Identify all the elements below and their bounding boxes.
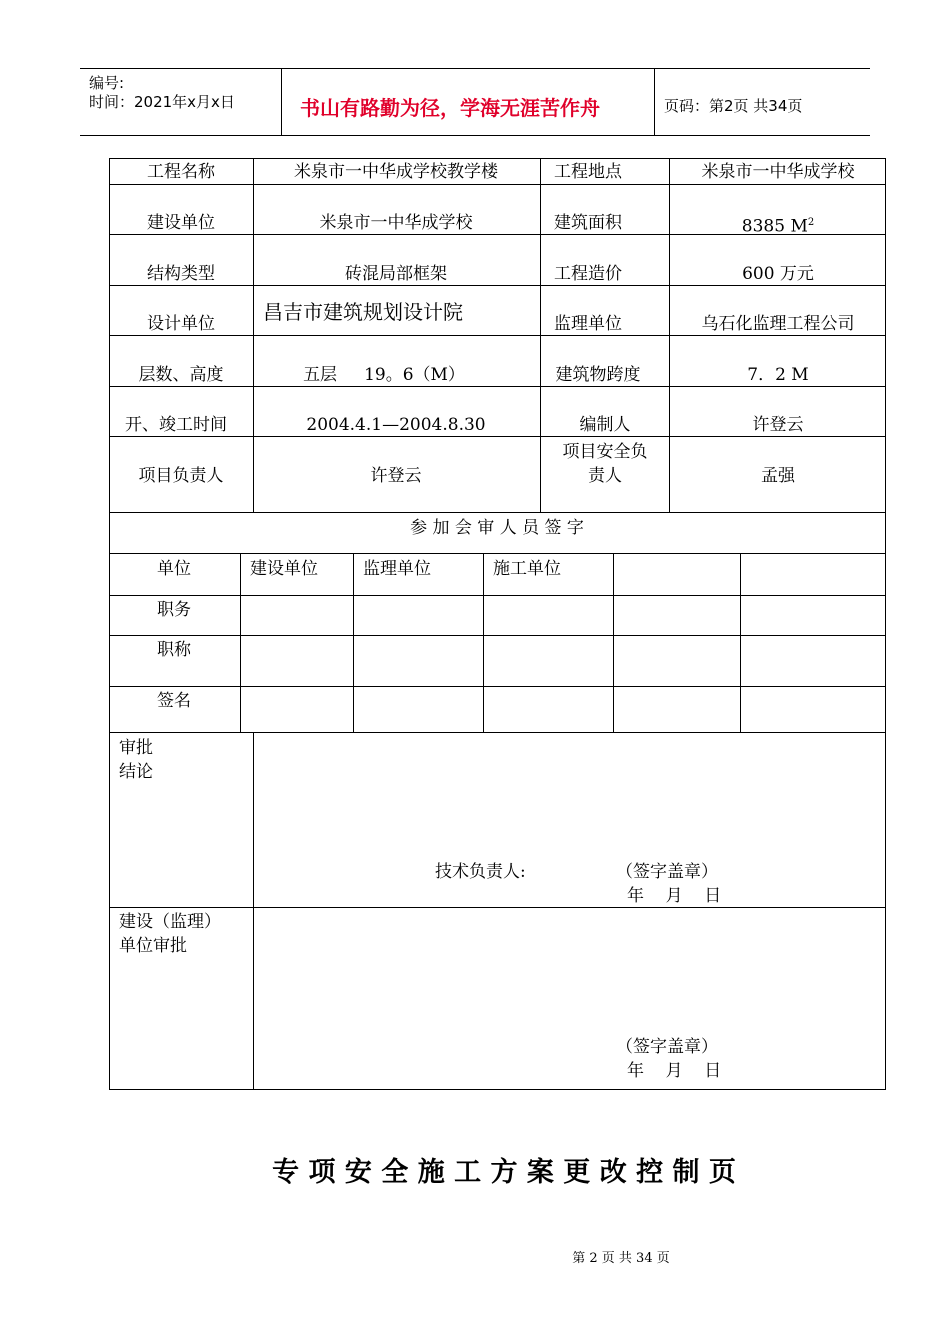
review-signatures-title: 参 加 会 审 人 员 签 字 <box>410 518 584 538</box>
value-structure-type: 砖混局部框架 <box>345 264 447 284</box>
unit-approval-label-line1: 建设（监理） <box>119 912 221 932</box>
label-project-lead: 项目负责人 <box>138 466 224 486</box>
label-project-location: 工程地点 <box>554 162 622 182</box>
page-title: 专 项 安 全 施 工 方 案 更 改 控 制 页 <box>272 1157 736 1188</box>
header-page-info: 页码：第2页 共34页 <box>664 97 803 115</box>
label-building-span: 建筑物跨度 <box>555 365 641 385</box>
review-header-unit: 单位 <box>157 559 191 579</box>
value-building-span: 7．2 M <box>747 365 809 385</box>
value-start-end-time: 2004.4.1—2004.8.30 <box>306 415 486 435</box>
approval-label-line2: 结论 <box>119 762 153 782</box>
label-safety-lead-line1: 项目安全负 <box>562 442 648 462</box>
review-header-construction: 建设单位 <box>250 559 318 579</box>
value-design-unit: 昌吉市建筑规划设计院 <box>263 300 463 324</box>
unit-approval-sign-stamp: （签字盖章） <box>616 1037 718 1057</box>
document-time-label: 时间：2021年x月x日 <box>89 93 235 111</box>
approval-tech-lead: 技术负责人: <box>435 862 526 882</box>
label-safety-lead-line2: 责人 <box>588 466 622 486</box>
value-project-name: 米泉市一中华成学校教学楼 <box>294 162 498 182</box>
label-supervision-unit: 监理单位 <box>554 314 622 334</box>
value-building-area: 8385 $M^2$ <box>741 216 815 237</box>
approval-label-line1: 审批 <box>119 738 153 758</box>
value-project-cost: 600 万元 <box>742 264 814 284</box>
approval-sign-stamp: （签字盖章） <box>616 862 718 882</box>
label-building-area: 建筑面积 <box>554 213 622 233</box>
value-construction-unit: 米泉市一中华成学校 <box>319 213 473 233</box>
value-supervision-unit: 乌石化监理工程公司 <box>701 314 855 334</box>
unit-approval-date: 年 月 日 <box>627 1061 722 1081</box>
page-footer: 第 2 页 共 34 页 <box>572 1251 670 1266</box>
review-row-title: 职称 <box>157 640 191 660</box>
value-project-location: 米泉市一中华成学校 <box>701 162 855 182</box>
document-number-label: 编号: <box>89 74 125 92</box>
value-safety-lead: 孟强 <box>761 466 795 486</box>
header-motto: 书山有路勤为径，学海无涯苦作舟 <box>300 96 600 120</box>
label-project-name: 工程名称 <box>147 162 215 182</box>
unit-approval-label-line2: 单位审批 <box>119 936 187 956</box>
value-compiler: 许登云 <box>752 415 804 435</box>
review-header-contractor: 施工单位 <box>493 559 561 579</box>
label-construction-unit: 建设单位 <box>147 213 215 233</box>
label-start-end-time: 开、竣工时间 <box>125 415 227 435</box>
label-design-unit: 设计单位 <box>147 314 215 334</box>
value-floors-height: 五层 19。6（M） <box>303 365 465 385</box>
value-project-lead: 许登云 <box>370 466 422 486</box>
label-compiler: 编制人 <box>579 415 631 435</box>
label-project-cost: 工程造价 <box>554 264 622 284</box>
approval-date: 年 月 日 <box>627 886 722 906</box>
review-header-supervision: 监理单位 <box>363 559 431 579</box>
label-structure-type: 结构类型 <box>147 264 215 284</box>
review-row-position: 职务 <box>157 600 191 620</box>
review-row-signature: 签名 <box>157 691 191 711</box>
label-floors-height: 层数、高度 <box>138 365 224 385</box>
